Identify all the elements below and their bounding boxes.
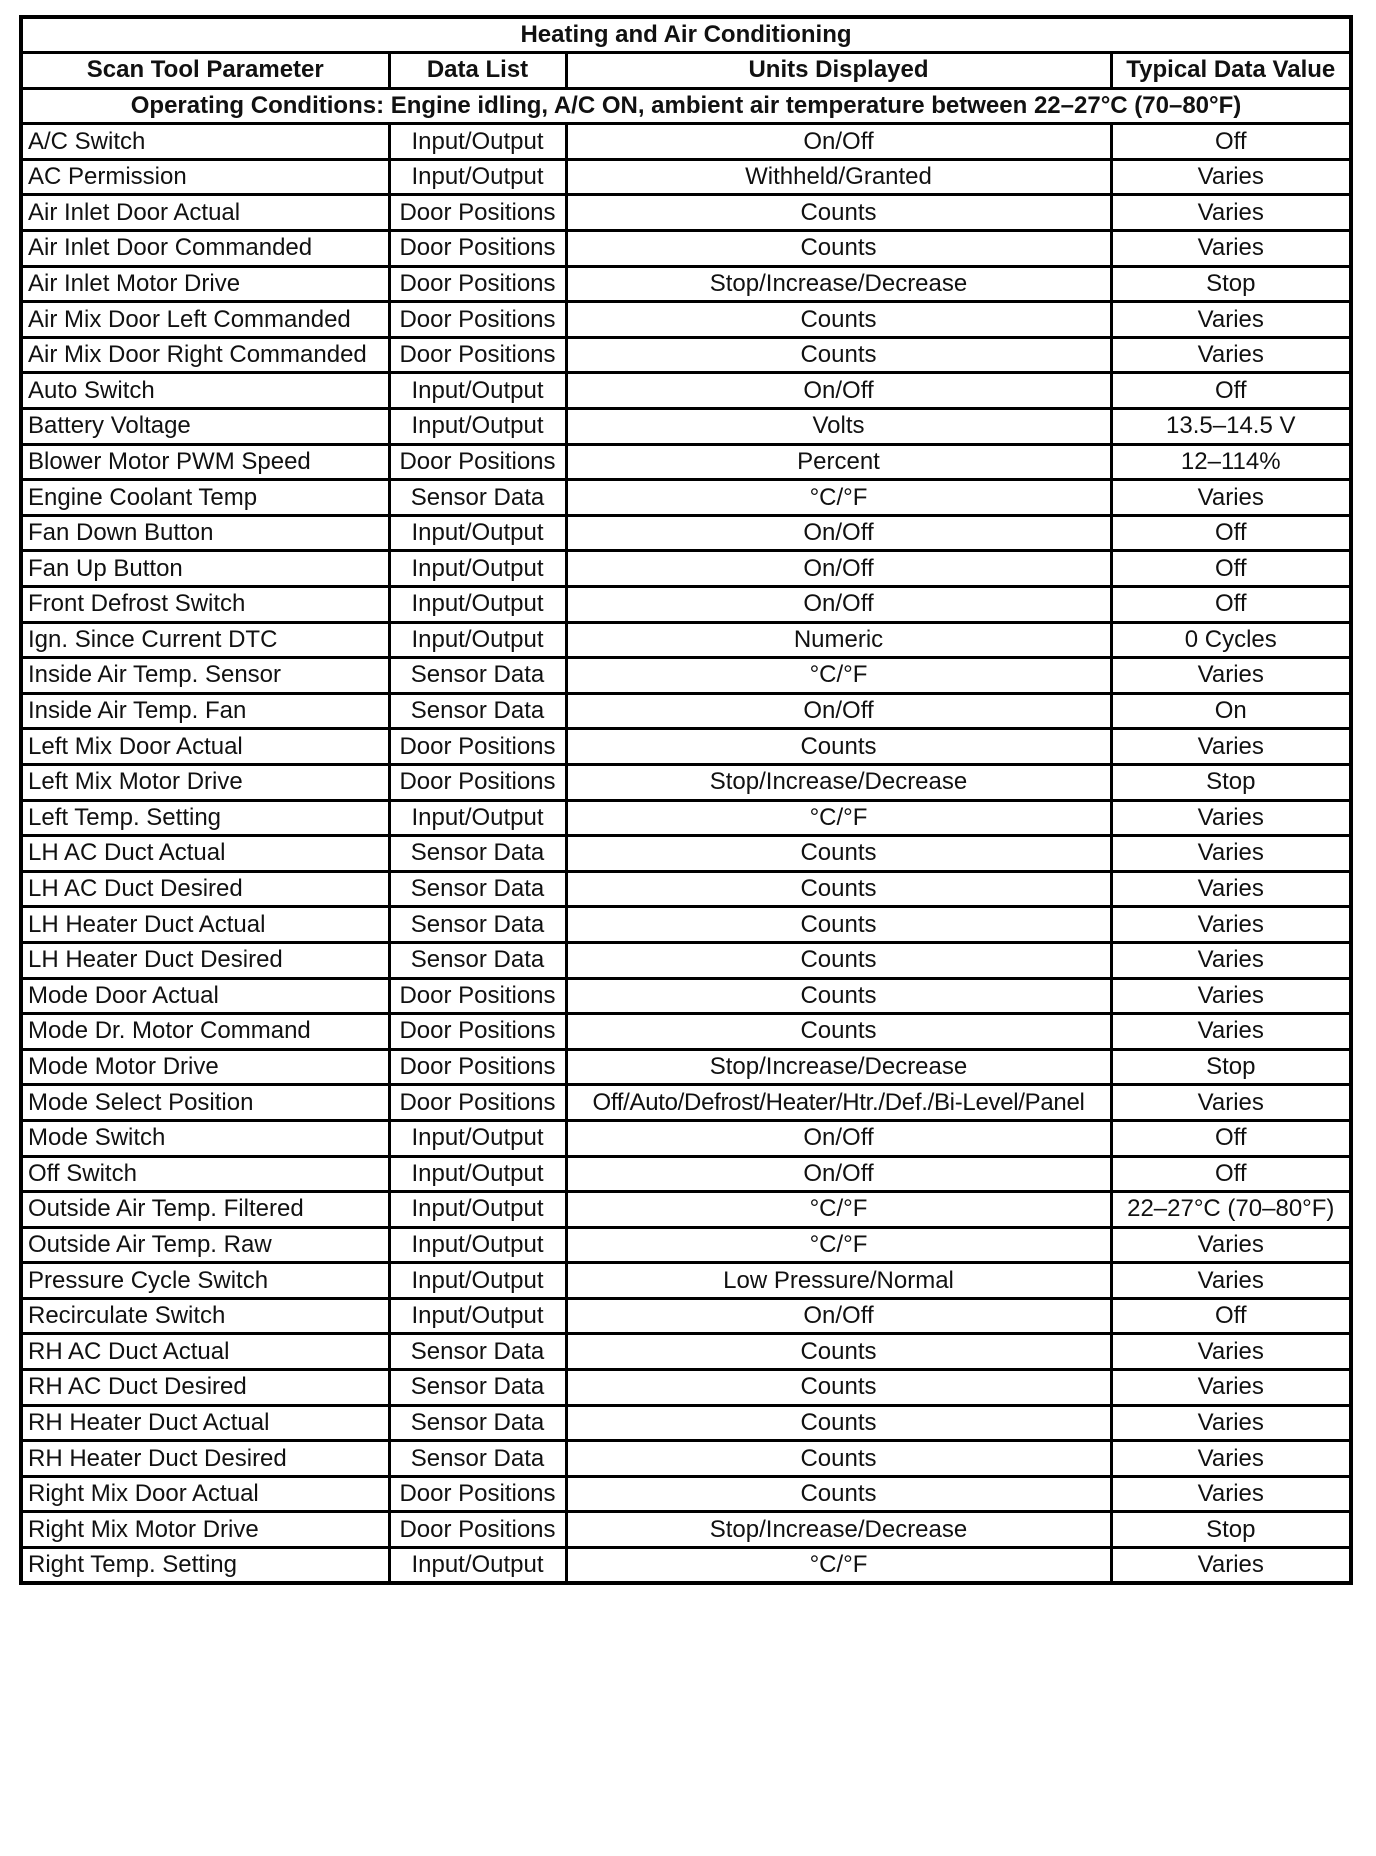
table-row bbox=[21, 1405, 1351, 1441]
cell-units: Stop/Increase/Decrease bbox=[566, 1512, 1111, 1548]
cell-data-list: Input/Output bbox=[389, 1120, 566, 1156]
cell-value: Varies bbox=[1111, 337, 1351, 373]
cell-units: Counts bbox=[566, 1405, 1111, 1441]
cell-data-list: Door Positions bbox=[389, 195, 566, 231]
cell-units: Low Pressure/Normal bbox=[566, 1263, 1111, 1299]
table-row bbox=[21, 409, 1351, 445]
cell-data-list: Input/Output bbox=[389, 1227, 566, 1263]
table-row bbox=[21, 515, 1351, 551]
cell-value: Off bbox=[1111, 124, 1351, 160]
table-row bbox=[21, 871, 1351, 907]
cell-value: Varies bbox=[1111, 1405, 1351, 1441]
cell-value: 22–27°C (70–80°F) bbox=[1111, 1192, 1351, 1228]
table-row bbox=[21, 658, 1351, 694]
cell-units: On/Off bbox=[566, 515, 1111, 551]
cell-value: Varies bbox=[1111, 1476, 1351, 1512]
title-row bbox=[21, 17, 1351, 53]
cell-value: Varies bbox=[1111, 729, 1351, 765]
cell-parameter: Air Inlet Door Actual bbox=[21, 195, 389, 231]
operating-conditions: Operating Conditions: Engine idling, A/C ON, ambient air temperature between 22–27°C (70–80°F) bbox=[21, 88, 1351, 124]
table-row bbox=[21, 1548, 1351, 1584]
cell-parameter: Recirculate Switch bbox=[21, 1298, 389, 1334]
cell-parameter: Outside Air Temp. Filtered bbox=[21, 1192, 389, 1228]
cell-parameter: LH Heater Duct Actual bbox=[21, 907, 389, 943]
table-row bbox=[21, 373, 1351, 409]
header-value: Typical Data Value bbox=[1111, 53, 1351, 89]
cell-parameter: Right Mix Motor Drive bbox=[21, 1512, 389, 1548]
cell-data-list: Input/Output bbox=[389, 622, 566, 658]
cell-units: Counts bbox=[566, 1014, 1111, 1050]
cell-value: Varies bbox=[1111, 658, 1351, 694]
table-row bbox=[21, 587, 1351, 623]
cell-value: Varies bbox=[1111, 1334, 1351, 1370]
cell-data-list: Door Positions bbox=[389, 1512, 566, 1548]
cell-data-list: Input/Output bbox=[389, 587, 566, 623]
table-row bbox=[21, 551, 1351, 587]
cell-value: Varies bbox=[1111, 1370, 1351, 1406]
cell-value: Stop bbox=[1111, 266, 1351, 302]
cell-data-list: Sensor Data bbox=[389, 836, 566, 872]
cell-units: Counts bbox=[566, 729, 1111, 765]
cell-value: Varies bbox=[1111, 942, 1351, 978]
cell-units: Numeric bbox=[566, 622, 1111, 658]
cell-value: Varies bbox=[1111, 1227, 1351, 1263]
table-row bbox=[21, 836, 1351, 872]
cell-units: Counts bbox=[566, 871, 1111, 907]
cell-data-list: Input/Output bbox=[389, 1156, 566, 1192]
table-title: Heating and Air Conditioning bbox=[21, 17, 1351, 53]
cell-units: Counts bbox=[566, 337, 1111, 373]
cell-data-list: Input/Output bbox=[389, 409, 566, 445]
table-row bbox=[21, 1156, 1351, 1192]
cell-value: Varies bbox=[1111, 800, 1351, 836]
cell-data-list: Door Positions bbox=[389, 764, 566, 800]
table-row bbox=[21, 622, 1351, 658]
cell-units: On/Off bbox=[566, 693, 1111, 729]
cell-parameter: RH AC Duct Desired bbox=[21, 1370, 389, 1406]
cell-parameter: Mode Dr. Motor Command bbox=[21, 1014, 389, 1050]
cell-units: On/Off bbox=[566, 1156, 1111, 1192]
table-row bbox=[21, 266, 1351, 302]
cell-data-list: Input/Output bbox=[389, 124, 566, 160]
cell-value: Varies bbox=[1111, 871, 1351, 907]
cell-parameter: Mode Switch bbox=[21, 1120, 389, 1156]
cell-units: Withheld/Granted bbox=[566, 159, 1111, 195]
cell-units: On/Off bbox=[566, 551, 1111, 587]
cell-parameter: LH AC Duct Actual bbox=[21, 836, 389, 872]
table-row bbox=[21, 942, 1351, 978]
cell-parameter: A/C Switch bbox=[21, 124, 389, 160]
cell-parameter: AC Permission bbox=[21, 159, 389, 195]
cell-parameter: Air Mix Door Right Commanded bbox=[21, 337, 389, 373]
cell-parameter: Inside Air Temp. Sensor bbox=[21, 658, 389, 694]
cell-data-list: Door Positions bbox=[389, 729, 566, 765]
cell-units: Counts bbox=[566, 942, 1111, 978]
table-row bbox=[21, 729, 1351, 765]
cell-value: Stop bbox=[1111, 1049, 1351, 1085]
cell-value: Off bbox=[1111, 1120, 1351, 1156]
table-row bbox=[21, 231, 1351, 267]
cell-data-list: Input/Output bbox=[389, 1263, 566, 1299]
cell-parameter: Right Mix Door Actual bbox=[21, 1476, 389, 1512]
cell-units: On/Off bbox=[566, 124, 1111, 160]
cell-data-list: Door Positions bbox=[389, 337, 566, 373]
cell-units: °C/°F bbox=[566, 1548, 1111, 1584]
cell-units: Counts bbox=[566, 1370, 1111, 1406]
cell-units: Counts bbox=[566, 978, 1111, 1014]
cell-units: Stop/Increase/Decrease bbox=[566, 1049, 1111, 1085]
cell-data-list: Input/Output bbox=[389, 1298, 566, 1334]
cell-data-list: Door Positions bbox=[389, 978, 566, 1014]
cell-units: Counts bbox=[566, 1476, 1111, 1512]
cell-parameter: Left Mix Motor Drive bbox=[21, 764, 389, 800]
table-row bbox=[21, 480, 1351, 516]
cell-value: Varies bbox=[1111, 836, 1351, 872]
cell-value: On bbox=[1111, 693, 1351, 729]
cell-units: °C/°F bbox=[566, 658, 1111, 694]
cell-value: Varies bbox=[1111, 480, 1351, 516]
cell-units: Stop/Increase/Decrease bbox=[566, 266, 1111, 302]
document bbox=[19, 15, 1349, 1585]
cell-data-list: Door Positions bbox=[389, 1476, 566, 1512]
table-row bbox=[21, 1441, 1351, 1477]
table-row bbox=[21, 195, 1351, 231]
cell-units: Volts bbox=[566, 409, 1111, 445]
table-row bbox=[21, 302, 1351, 338]
cell-units: Counts bbox=[566, 231, 1111, 267]
cell-data-list: Input/Output bbox=[389, 515, 566, 551]
cell-units: On/Off bbox=[566, 1298, 1111, 1334]
cell-parameter: Mode Select Position bbox=[21, 1085, 389, 1121]
cell-units: °C/°F bbox=[566, 800, 1111, 836]
cell-units: °C/°F bbox=[566, 480, 1111, 516]
table-row bbox=[21, 1334, 1351, 1370]
hvac-data-table bbox=[19, 15, 1353, 1585]
cell-parameter: Left Temp. Setting bbox=[21, 800, 389, 836]
cell-value: 13.5–14.5 V bbox=[1111, 409, 1351, 445]
table-row bbox=[21, 907, 1351, 943]
cell-parameter: Blower Motor PWM Speed bbox=[21, 444, 389, 480]
cell-data-list: Input/Output bbox=[389, 800, 566, 836]
cell-parameter: Fan Up Button bbox=[21, 551, 389, 587]
header-units: Units Displayed bbox=[566, 53, 1111, 89]
cell-units: On/Off bbox=[566, 373, 1111, 409]
cell-value: Varies bbox=[1111, 159, 1351, 195]
header-data-list: Data List bbox=[389, 53, 566, 89]
cell-data-list: Door Positions bbox=[389, 1085, 566, 1121]
cell-value: Varies bbox=[1111, 907, 1351, 943]
cell-parameter: Auto Switch bbox=[21, 373, 389, 409]
cell-value: Off bbox=[1111, 551, 1351, 587]
cell-value: Varies bbox=[1111, 1441, 1351, 1477]
cell-units: °C/°F bbox=[566, 1192, 1111, 1228]
cell-units: Counts bbox=[566, 195, 1111, 231]
cell-data-list: Door Positions bbox=[389, 444, 566, 480]
table-row bbox=[21, 764, 1351, 800]
cell-parameter: LH AC Duct Desired bbox=[21, 871, 389, 907]
cell-data-list: Sensor Data bbox=[389, 1405, 566, 1441]
cell-data-list: Sensor Data bbox=[389, 1441, 566, 1477]
cell-data-list: Input/Output bbox=[389, 551, 566, 587]
cell-data-list: Sensor Data bbox=[389, 1334, 566, 1370]
cell-data-list: Sensor Data bbox=[389, 871, 566, 907]
table-row bbox=[21, 1370, 1351, 1406]
cell-value: Varies bbox=[1111, 978, 1351, 1014]
cell-parameter: Engine Coolant Temp bbox=[21, 480, 389, 516]
cell-units: On/Off bbox=[566, 1120, 1111, 1156]
cell-value: 12–114% bbox=[1111, 444, 1351, 480]
table-row bbox=[21, 1298, 1351, 1334]
table-row bbox=[21, 1227, 1351, 1263]
table-row bbox=[21, 1476, 1351, 1512]
cell-units: Off/Auto/Defrost/Heater/Htr./Def./Bi-Level/Panel bbox=[566, 1085, 1111, 1121]
table-row bbox=[21, 1263, 1351, 1299]
cell-value: Off bbox=[1111, 587, 1351, 623]
cell-parameter: Pressure Cycle Switch bbox=[21, 1263, 389, 1299]
table-row bbox=[21, 1120, 1351, 1156]
cell-parameter: Fan Down Button bbox=[21, 515, 389, 551]
cell-value: Stop bbox=[1111, 1512, 1351, 1548]
cell-value: Varies bbox=[1111, 1263, 1351, 1299]
cell-units: Counts bbox=[566, 907, 1111, 943]
cell-parameter: Air Inlet Motor Drive bbox=[21, 266, 389, 302]
header-parameter: Scan Tool Parameter bbox=[21, 53, 389, 89]
cell-value: Off bbox=[1111, 515, 1351, 551]
cell-data-list: Input/Output bbox=[389, 1192, 566, 1228]
cell-units: On/Off bbox=[566, 587, 1111, 623]
cell-parameter: Off Switch bbox=[21, 1156, 389, 1192]
cell-value: Varies bbox=[1111, 1014, 1351, 1050]
table-row bbox=[21, 337, 1351, 373]
cell-units: Stop/Increase/Decrease bbox=[566, 764, 1111, 800]
cell-data-list: Door Positions bbox=[389, 302, 566, 338]
cell-data-list: Door Positions bbox=[389, 231, 566, 267]
header-row bbox=[21, 53, 1351, 89]
table-row bbox=[21, 1049, 1351, 1085]
cell-parameter: RH Heater Duct Actual bbox=[21, 1405, 389, 1441]
cell-value: Varies bbox=[1111, 1085, 1351, 1121]
table-body bbox=[21, 124, 1351, 1583]
cell-value: Varies bbox=[1111, 1548, 1351, 1584]
cell-parameter: RH AC Duct Actual bbox=[21, 1334, 389, 1370]
table-row bbox=[21, 124, 1351, 160]
cell-value: 0 Cycles bbox=[1111, 622, 1351, 658]
cell-data-list: Sensor Data bbox=[389, 1370, 566, 1406]
cell-parameter: Mode Door Actual bbox=[21, 978, 389, 1014]
cell-units: Counts bbox=[566, 1334, 1111, 1370]
cell-parameter: Outside Air Temp. Raw bbox=[21, 1227, 389, 1263]
cell-data-list: Input/Output bbox=[389, 1548, 566, 1584]
cell-units: Counts bbox=[566, 1441, 1111, 1477]
table-row bbox=[21, 444, 1351, 480]
cell-units: Percent bbox=[566, 444, 1111, 480]
cell-data-list: Sensor Data bbox=[389, 658, 566, 694]
table-row bbox=[21, 1512, 1351, 1548]
table-row bbox=[21, 1085, 1351, 1121]
cell-parameter: Battery Voltage bbox=[21, 409, 389, 445]
cell-parameter: RH Heater Duct Desired bbox=[21, 1441, 389, 1477]
conditions-row bbox=[21, 88, 1351, 124]
cell-parameter: Ign. Since Current DTC bbox=[21, 622, 389, 658]
cell-parameter: Air Inlet Door Commanded bbox=[21, 231, 389, 267]
table-row bbox=[21, 693, 1351, 729]
cell-parameter: Mode Motor Drive bbox=[21, 1049, 389, 1085]
table-row bbox=[21, 800, 1351, 836]
cell-data-list: Door Positions bbox=[389, 266, 566, 302]
cell-parameter: Front Defrost Switch bbox=[21, 587, 389, 623]
cell-units: °C/°F bbox=[566, 1227, 1111, 1263]
cell-parameter: Air Mix Door Left Commanded bbox=[21, 302, 389, 338]
cell-parameter: Left Mix Door Actual bbox=[21, 729, 389, 765]
cell-value: Off bbox=[1111, 1156, 1351, 1192]
cell-units: Counts bbox=[566, 302, 1111, 338]
cell-data-list: Sensor Data bbox=[389, 693, 566, 729]
cell-parameter: Inside Air Temp. Fan bbox=[21, 693, 389, 729]
cell-units: Counts bbox=[566, 836, 1111, 872]
cell-data-list: Door Positions bbox=[389, 1014, 566, 1050]
table-row bbox=[21, 159, 1351, 195]
cell-value: Varies bbox=[1111, 231, 1351, 267]
cell-data-list: Sensor Data bbox=[389, 480, 566, 516]
table-row bbox=[21, 1192, 1351, 1228]
table-row bbox=[21, 1014, 1351, 1050]
cell-data-list: Input/Output bbox=[389, 373, 566, 409]
cell-data-list: Sensor Data bbox=[389, 907, 566, 943]
cell-parameter: LH Heater Duct Desired bbox=[21, 942, 389, 978]
cell-value: Off bbox=[1111, 373, 1351, 409]
cell-data-list: Sensor Data bbox=[389, 942, 566, 978]
cell-data-list: Door Positions bbox=[389, 1049, 566, 1085]
cell-data-list: Input/Output bbox=[389, 159, 566, 195]
cell-parameter: Right Temp. Setting bbox=[21, 1548, 389, 1584]
cell-value: Stop bbox=[1111, 764, 1351, 800]
cell-value: Off bbox=[1111, 1298, 1351, 1334]
table-row bbox=[21, 978, 1351, 1014]
cell-value: Varies bbox=[1111, 195, 1351, 231]
cell-value: Varies bbox=[1111, 302, 1351, 338]
